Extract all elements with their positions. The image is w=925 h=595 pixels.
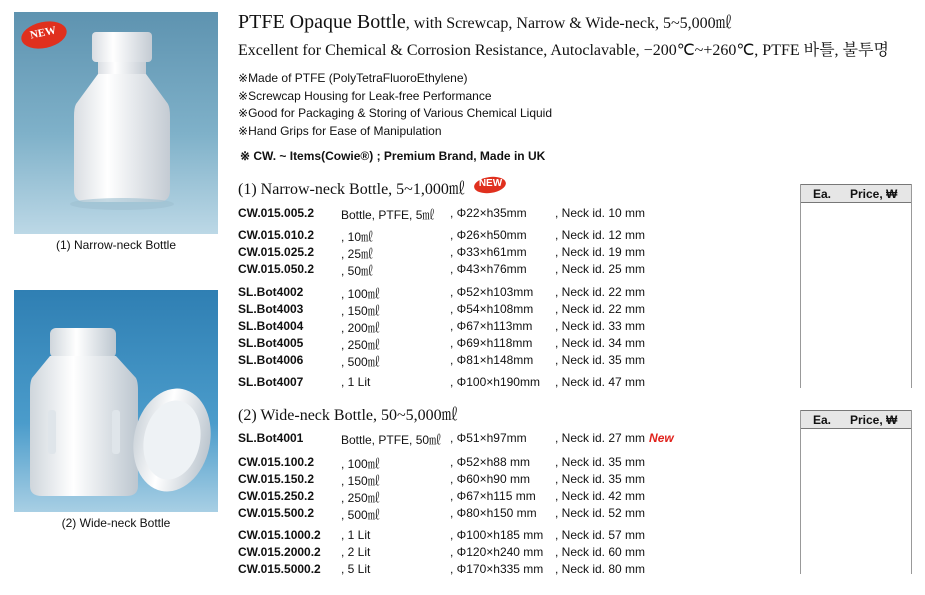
row-code: CW.015.050.2 [238,262,315,276]
row-code: SL.Bot4004 [238,319,304,333]
row-desc: , 50㎖ [341,264,374,278]
row-spec: , Φ69×h118mm [450,336,533,350]
row-code: CW.015.150.2 [238,472,315,486]
row-desc: , 10㎖ [341,230,374,244]
page-title [238,10,732,34]
row-spec: , Φ80×h150 mm [450,506,537,520]
price-header-ea: Ea. [813,413,832,427]
row-neck: , Neck id. 80 mm [555,562,646,576]
row-code: SL.Bot4005 [238,336,304,350]
new-badge-label: NEW [29,24,58,42]
price-header-ea: Ea. [813,187,832,201]
row-neck-text: , Neck id. 27 mm [555,431,646,445]
row-spec: , Φ81×h148mm [450,353,534,367]
feature-item: ※ Hand Grips for Ease of Manipulation [238,123,552,141]
row-desc: , 200㎖ [341,321,380,335]
row-desc: , 25㎖ [341,247,374,261]
row-code: CW.015.100.2 [238,455,315,469]
new-badge-label: NEW [478,178,503,189]
row-desc: , 100㎖ [341,457,380,471]
row-neck: , Neck id. 47 mm [555,375,646,389]
row-neck: , Neck id. 22 mm [555,285,646,299]
row-code: CW.015.2000.2 [238,545,321,559]
wide-neck-bottle-photo [14,290,218,512]
price-column-narrow [800,184,912,388]
row-spec: , Φ52×h88 mm [450,455,530,469]
row-spec: , Φ22×h35mm [450,206,527,220]
feature-item: ※ Good for Packaging & Storing of Various Chemical Liquid [238,105,552,123]
row-spec: , Φ51×h97mm [450,431,527,445]
row-neck: , Neck id. 19 mm [555,245,646,259]
row-spec: , Φ52×h103mm [450,285,534,299]
price-header [801,184,911,203]
section-title-narrow [238,176,507,199]
row-desc: , 500㎖ [341,355,380,369]
row-code: SL.Bot4007 [238,375,304,389]
row-neck: , Neck id. 42 mm [555,489,646,503]
row-neck: , Neck id. 22 mm [555,302,646,316]
new-badge-icon [473,176,507,194]
row-code: CW.015.025.2 [238,245,315,259]
row-spec: , Φ43×h76mm [450,262,527,276]
feature-item: ※ Made of PTFE (PolyTetraFluoroEthylene) [238,70,552,88]
row-spec: , Φ100×h190mm [450,375,540,389]
feature-list [238,70,552,140]
row-code: SL.Bot4002 [238,285,304,299]
row-code: CW.015.500.2 [238,506,315,520]
row-neck: , Neck id. 35 mm [555,472,646,486]
new-badge-icon [20,20,68,50]
row-spec: , Φ170×h335 mm [450,562,544,576]
row-desc: , 250㎖ [341,491,380,505]
row-neck: , Neck id. 10 mm [555,206,646,220]
price-header-price: Price, ₩ [850,187,898,201]
row-neck: , Neck id. 57 mm [555,528,646,542]
narrow-neck-bottle-photo [14,12,218,234]
section-title-wide: (2) Wide-neck Bottle, 50~5,000㎖ [238,407,458,424]
row-code: CW.015.1000.2 [238,528,321,542]
row-neck: , Neck id. 52 mm [555,506,646,520]
row-neck: , Neck id. 35 mm [555,353,646,367]
row-spec: , Φ33×h61mm [450,245,527,259]
row-neck [555,431,674,445]
price-header [801,410,911,429]
title-rest: , with Screwcap, Narrow & Wide-neck, 5~5,000㎖ [405,15,732,32]
row-neck: , Neck id. 12 mm [555,228,646,242]
row-code: CW.015.010.2 [238,228,315,242]
row-desc: , 100㎖ [341,287,380,301]
row-spec: , Φ100×h185 mm [450,528,544,542]
row-code: CW.015.5000.2 [238,562,321,576]
row-desc: Bottle, PTFE, 5㎖ [341,208,435,222]
row-code: SL.Bot4006 [238,353,304,367]
row-desc: , 2 Lit [341,545,371,559]
page-subtitle: Excellent for Chemical & Corrosion Resistance, Autoclavable, −200℃~+260℃, PTFE 바틀, 불투명 [238,42,889,59]
price-header-price: Price, ₩ [850,413,898,427]
section-title-narrow-text: (1) Narrow-neck Bottle, 5~1,000㎖ [238,181,465,198]
row-desc: , 150㎖ [341,304,380,318]
row-neck: , Neck id. 33 mm [555,319,646,333]
price-column-wide [800,410,912,574]
row-code: CW.015.005.2 [238,206,315,220]
brand-note: ※ CW. ~ Items(Cowie®) ; Premium Brand, Made in UK [240,149,546,163]
row-spec: , Φ120×h240 mm [450,545,544,559]
row-desc: , 250㎖ [341,338,380,352]
row-code: CW.015.250.2 [238,489,315,503]
title-main: PTFE Opaque Bottle [238,11,406,33]
row-spec: , Φ26×h50mm [450,228,527,242]
row-code: SL.Bot4003 [238,302,304,316]
row-spec: , Φ67×h113mm [450,319,533,333]
wide-neck-caption: (2) Wide-neck Bottle [61,516,171,530]
feature-item: ※ Screwcap Housing for Leak-free Performance [238,88,552,106]
row-spec: , Φ54×h108mm [450,302,534,316]
row-neck: , Neck id. 60 mm [555,545,646,559]
row-desc: , 1 Lit [341,375,371,389]
row-desc: , 150㎖ [341,474,380,488]
row-desc: , 5 Lit [341,562,371,576]
narrow-neck-caption: (1) Narrow-neck Bottle [55,238,177,252]
row-desc: Bottle, PTFE, 50㎖ [341,433,442,447]
row-neck: , Neck id. 34 mm [555,336,646,350]
row-new-badge: New [649,431,674,445]
row-desc: , 1 Lit [341,528,371,542]
row-desc: , 500㎖ [341,508,380,522]
row-spec: , Φ67×h115 mm [450,489,536,503]
row-neck: , Neck id. 35 mm [555,455,646,469]
row-neck: , Neck id. 25 mm [555,262,646,276]
row-spec: , Φ60×h90 mm [450,472,530,486]
row-code: SL.Bot4001 [238,431,304,445]
